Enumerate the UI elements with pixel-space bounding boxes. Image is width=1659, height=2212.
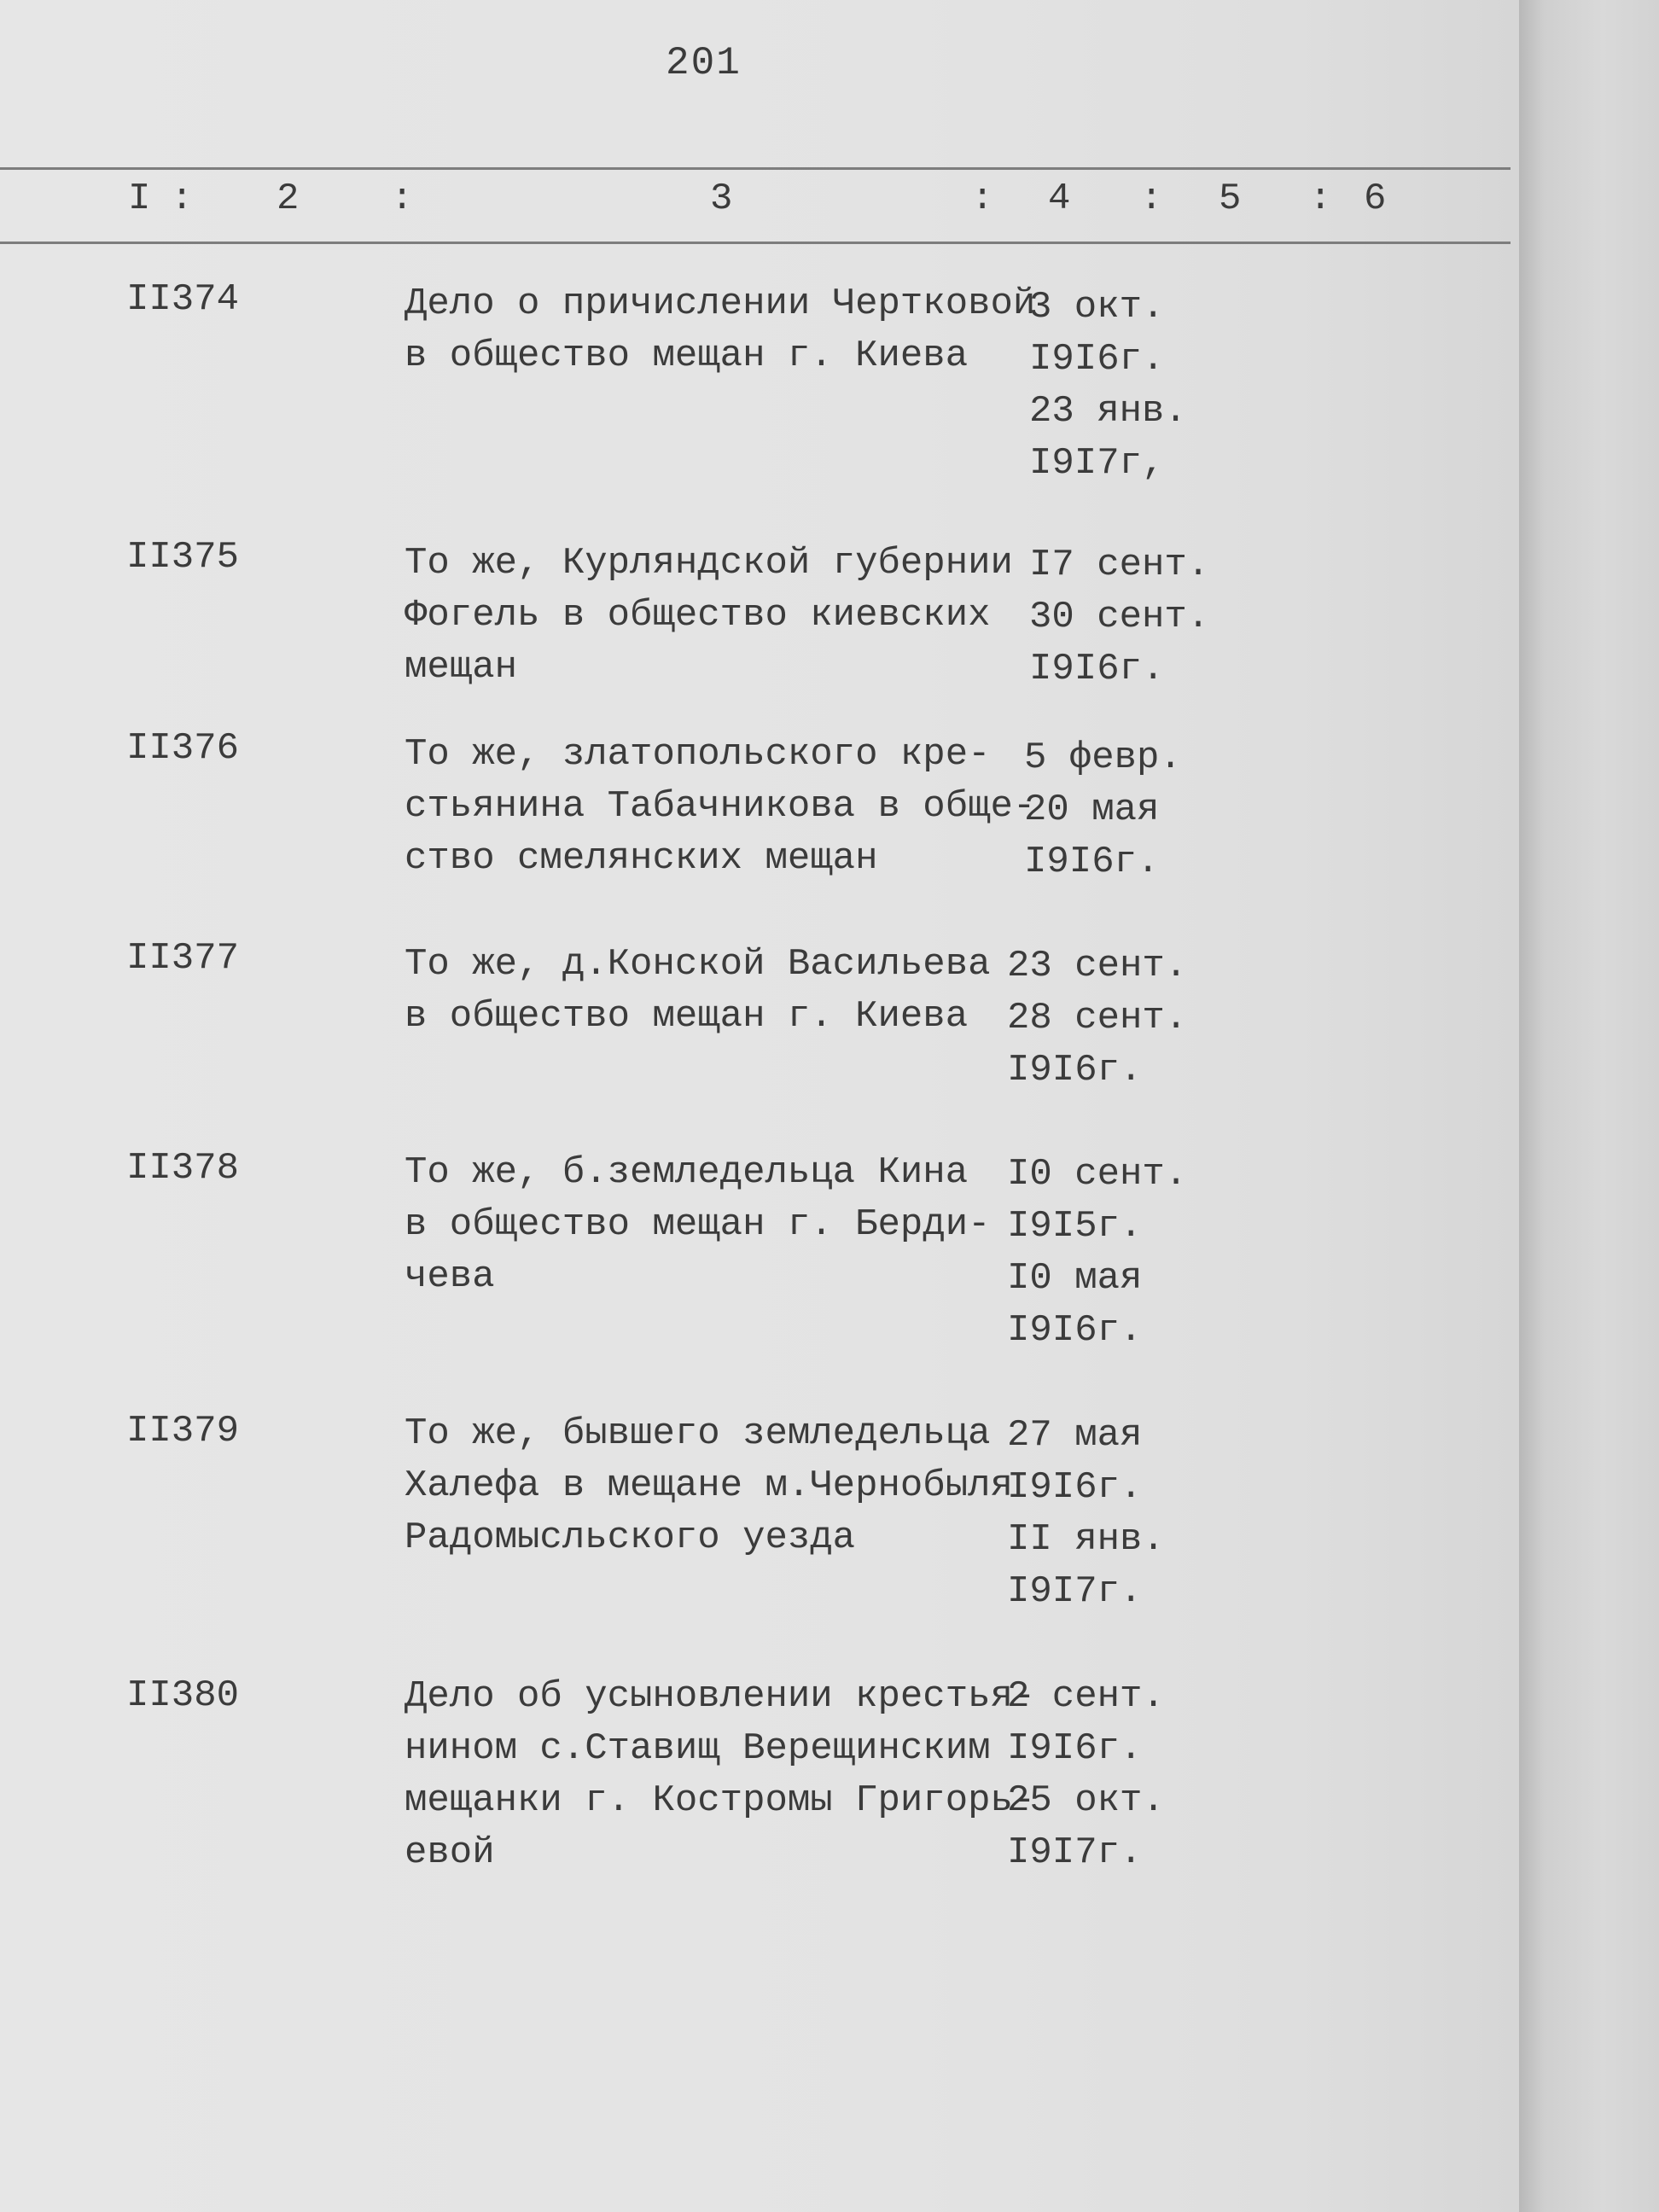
entry-number: II375: [126, 536, 240, 579]
entry-number: II379: [126, 1410, 240, 1452]
entry-description: То же, д.Конской Васильева в общество мещан г. Киева: [405, 943, 991, 1038]
entry-dates: 27 мая I9I6г. II янв. I9I7г.: [1007, 1414, 1165, 1613]
page-number: 201: [666, 41, 742, 85]
column-separator: :: [1140, 178, 1163, 220]
column-header-4: 4: [1048, 178, 1071, 220]
entry-dates: 3 окт. I9I6г. 23 янв. I9I7г,: [1029, 286, 1187, 485]
column-separator: :: [971, 178, 994, 220]
entry-number: II374: [126, 278, 240, 321]
column-separator: :: [171, 178, 194, 220]
entry-number: II380: [126, 1674, 240, 1717]
header-rule-bottom: [0, 242, 1511, 244]
entry-dates: I7 сент. 30 сент. I9I6г.: [1029, 544, 1210, 690]
column-header-2: 2: [276, 178, 300, 220]
entry-dates: I0 сент. I9I5г. I0 мая I9I6г.: [1007, 1153, 1188, 1352]
entry-description: То же, б.земледельца Кина в общество мещан г. Берди- чева: [405, 1151, 991, 1298]
entry-number: II376: [126, 727, 240, 770]
column-header-5: 5: [1219, 178, 1242, 220]
page-edge: [1519, 0, 1659, 2212]
entry-description: Дело об усыновлении крестья- нином с.Ставищ Верещинским мещанки г. Костромы Григорь- евой: [405, 1675, 1036, 1874]
column-header-6: 6: [1364, 178, 1387, 220]
entry-number: II378: [126, 1147, 240, 1190]
entry-dates: 2 сент. I9I6г. 25 окт. I9I7г.: [1007, 1675, 1165, 1874]
column-separator: :: [391, 178, 414, 220]
entry-description: То же, бывшего земледельца Халефа в мещане м.Чернобыля Радомысльского уезда: [405, 1412, 1013, 1559]
header-rule-top: [0, 167, 1511, 170]
entry-dates: 23 сент. 28 сент. I9I6г.: [1007, 945, 1188, 1091]
column-header-1: I: [128, 178, 151, 220]
column-separator: :: [1309, 178, 1332, 220]
entry-description: Дело о причислении Чертковой в общество мещан г. Киева: [405, 282, 1036, 377]
entry-number: II377: [126, 937, 240, 980]
entry-description: То же, Курляндской губернии Фогель в общество киевских мещан: [405, 542, 1013, 689]
entry-description: То же, златопольского кре- стьянина Табачникова в обще- ство смелянских мещан: [405, 733, 1036, 880]
column-header-3: 3: [710, 178, 733, 220]
entry-dates: 5 февр. 20 мая I9I6г.: [1024, 736, 1182, 883]
